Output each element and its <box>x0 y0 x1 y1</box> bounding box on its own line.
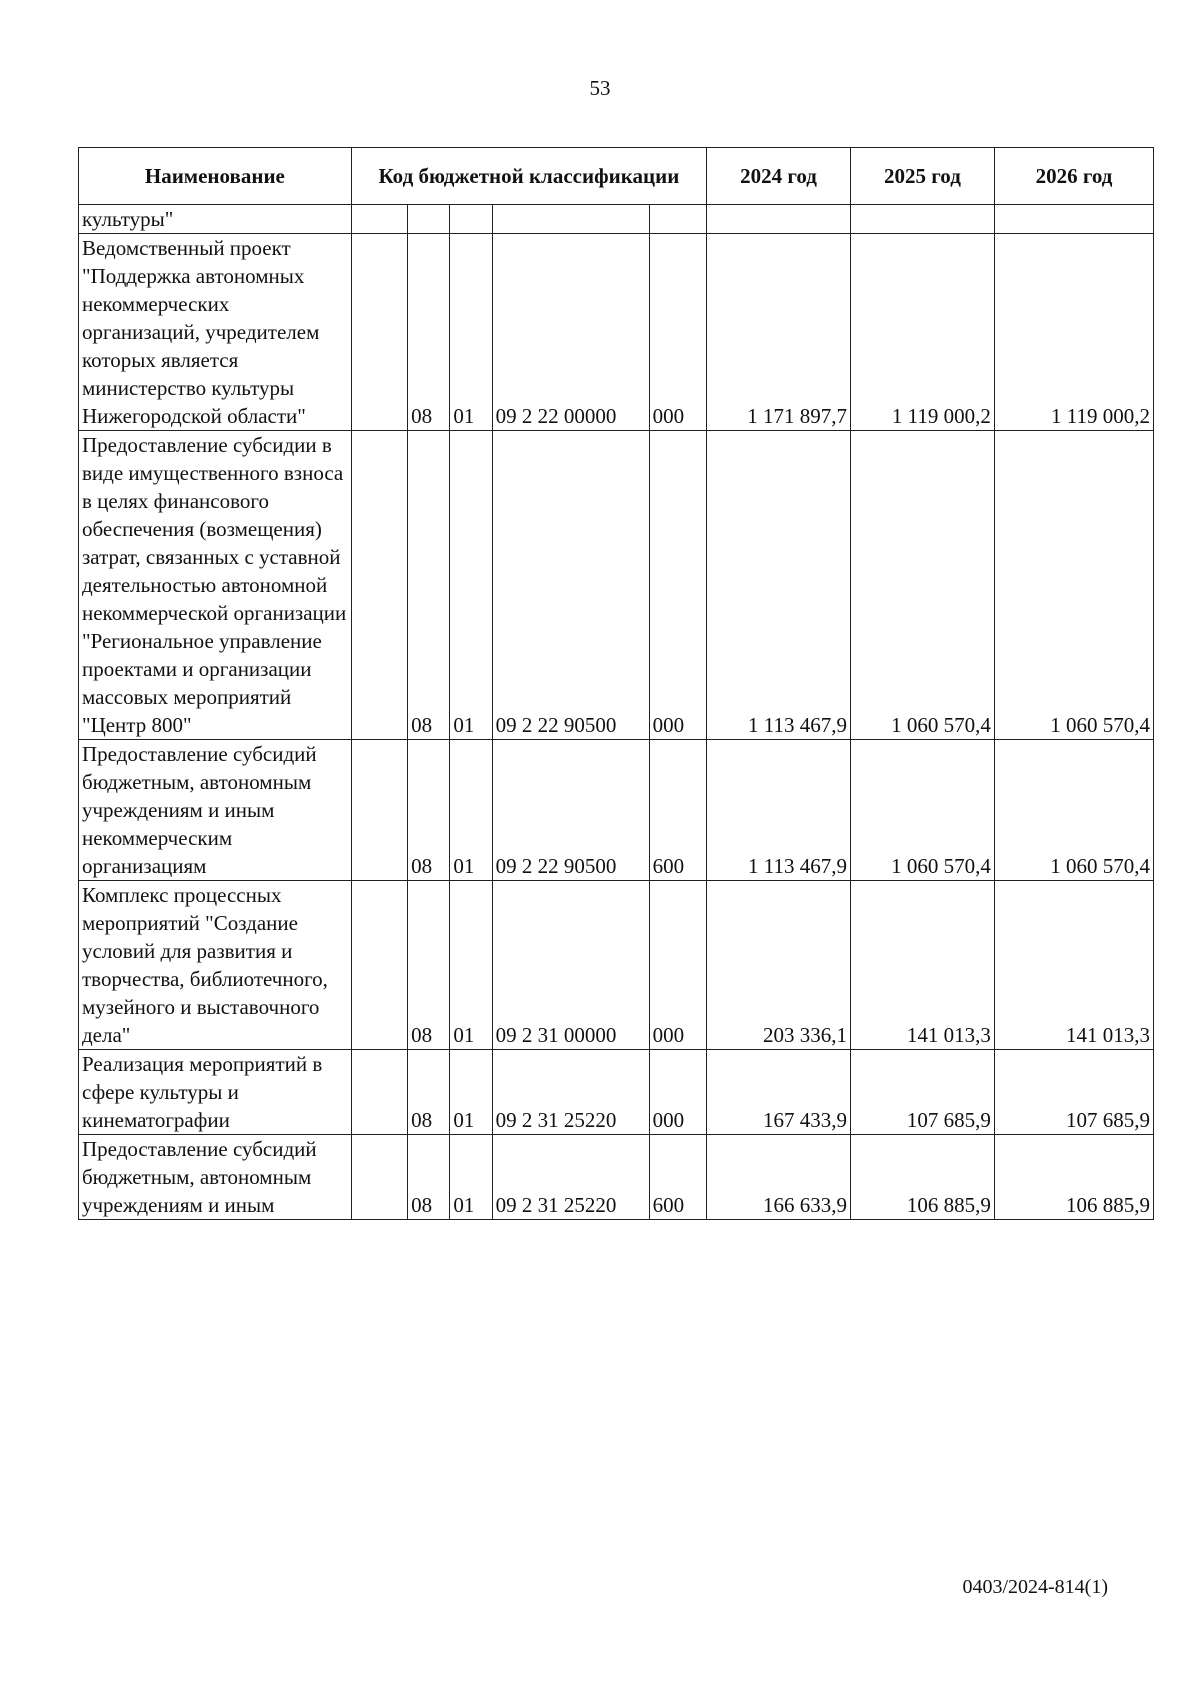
row-code-1 <box>351 881 407 1050</box>
row-code-expense: 000 <box>649 1050 706 1135</box>
row-value-2024: 1 113 467,9 <box>707 431 851 740</box>
row-code-target: 09 2 22 00000 <box>492 234 649 431</box>
row-code-subsection: 01 <box>450 881 492 1050</box>
row-code-target: 09 2 31 25220 <box>492 1135 649 1220</box>
row-code-1 <box>351 1050 407 1135</box>
row-code-section: 08 <box>408 881 450 1050</box>
row-code-expense: 000 <box>649 431 706 740</box>
row-name: Предоставление субсидий бюджетным, автономным учреждениям и иным некоммерческим организациям <box>79 740 352 881</box>
table-row <box>79 740 1154 881</box>
row-value-2025: 1 060 570,4 <box>850 740 994 881</box>
document-code: 0403/2024-814(1) <box>962 1576 1108 1598</box>
row-code-expense: 000 <box>649 881 706 1050</box>
row-code-section: 08 <box>408 1135 450 1220</box>
row-code-expense: 600 <box>649 740 706 881</box>
header-code: Код бюджетной классификации <box>351 148 706 205</box>
row-code-expense: 600 <box>649 1135 706 1220</box>
row-code-1 <box>351 431 407 740</box>
row-name: Ведомственный проект "Поддержка автономных некоммерческих организаций, учредителем которых является министерство культуры Нижегородской области" <box>79 234 352 431</box>
table-header-row <box>79 148 1154 205</box>
row-name: Предоставление субсидии в виде имущественного взноса в целях финансового обеспечения (возмещения) затрат, связанных с уставной деятельностью автономной некоммерческой организации "Региональное управление проектами и организации массовых мероприятий "Центр 800" <box>79 431 352 740</box>
header-name: Наименование <box>79 148 352 205</box>
row-code-subsection: 01 <box>450 234 492 431</box>
table-row <box>79 1050 1154 1135</box>
row-value-2026: 1 060 570,4 <box>994 740 1153 881</box>
row-code-target: 09 2 22 90500 <box>492 740 649 881</box>
budget-table <box>78 147 1154 1220</box>
row-value-2025: 1 060 570,4 <box>850 431 994 740</box>
row-code-1 <box>351 1135 407 1220</box>
row-value-2026: 1 119 000,2 <box>994 234 1153 431</box>
row-code-subsection: 01 <box>450 1050 492 1135</box>
row-name: Комплекс процессных мероприятий "Создание условий для развития и творчества, библиотечного, музейного и выставочного дела" <box>79 881 352 1050</box>
header-2024: 2024 год <box>707 148 851 205</box>
row-value-2026: 1 060 570,4 <box>994 431 1153 740</box>
row-value-2025: 107 685,9 <box>850 1050 994 1135</box>
row-code-1 <box>351 205 407 234</box>
header-2026: 2026 год <box>994 148 1153 205</box>
row-code-subsection <box>450 205 492 234</box>
row-code-section: 08 <box>408 1050 450 1135</box>
row-code-subsection: 01 <box>450 1135 492 1220</box>
row-value-2025: 141 013,3 <box>850 881 994 1050</box>
row-value-2024: 1 113 467,9 <box>707 740 851 881</box>
row-value-2024: 167 433,9 <box>707 1050 851 1135</box>
row-value-2026: 107 685,9 <box>994 1050 1153 1135</box>
row-value-2024: 1 171 897,7 <box>707 234 851 431</box>
row-code-section: 08 <box>408 234 450 431</box>
row-value-2026 <box>994 205 1153 234</box>
row-name: Реализация мероприятий в сфере культуры и кинематографии <box>79 1050 352 1135</box>
row-name: культуры" <box>79 205 352 234</box>
row-value-2024 <box>707 205 851 234</box>
table-row <box>79 881 1154 1050</box>
row-code-target: 09 2 22 90500 <box>492 431 649 740</box>
row-code-expense: 000 <box>649 234 706 431</box>
row-code-section: 08 <box>408 431 450 740</box>
table-row <box>79 431 1154 740</box>
row-code-section <box>408 205 450 234</box>
header-2025: 2025 год <box>850 148 994 205</box>
table-row <box>79 234 1154 431</box>
row-code-target: 09 2 31 00000 <box>492 881 649 1050</box>
row-code-section: 08 <box>408 740 450 881</box>
row-code-subsection: 01 <box>450 431 492 740</box>
page-number: 53 <box>589 76 611 100</box>
row-value-2026: 106 885,9 <box>994 1135 1153 1220</box>
row-value-2025 <box>850 205 994 234</box>
row-code-subsection: 01 <box>450 740 492 881</box>
row-name: Предоставление субсидий бюджетным, автономным учреждениям и иным <box>79 1135 352 1220</box>
row-value-2024: 203 336,1 <box>707 881 851 1050</box>
row-value-2025: 1 119 000,2 <box>850 234 994 431</box>
row-code-1 <box>351 234 407 431</box>
row-value-2026: 141 013,3 <box>994 881 1153 1050</box>
row-value-2024: 166 633,9 <box>707 1135 851 1220</box>
row-value-2025: 106 885,9 <box>850 1135 994 1220</box>
table-row <box>79 1135 1154 1220</box>
row-code-expense <box>649 205 706 234</box>
row-code-1 <box>351 740 407 881</box>
row-code-target <box>492 205 649 234</box>
table-row <box>79 205 1154 234</box>
row-code-target: 09 2 31 25220 <box>492 1050 649 1135</box>
